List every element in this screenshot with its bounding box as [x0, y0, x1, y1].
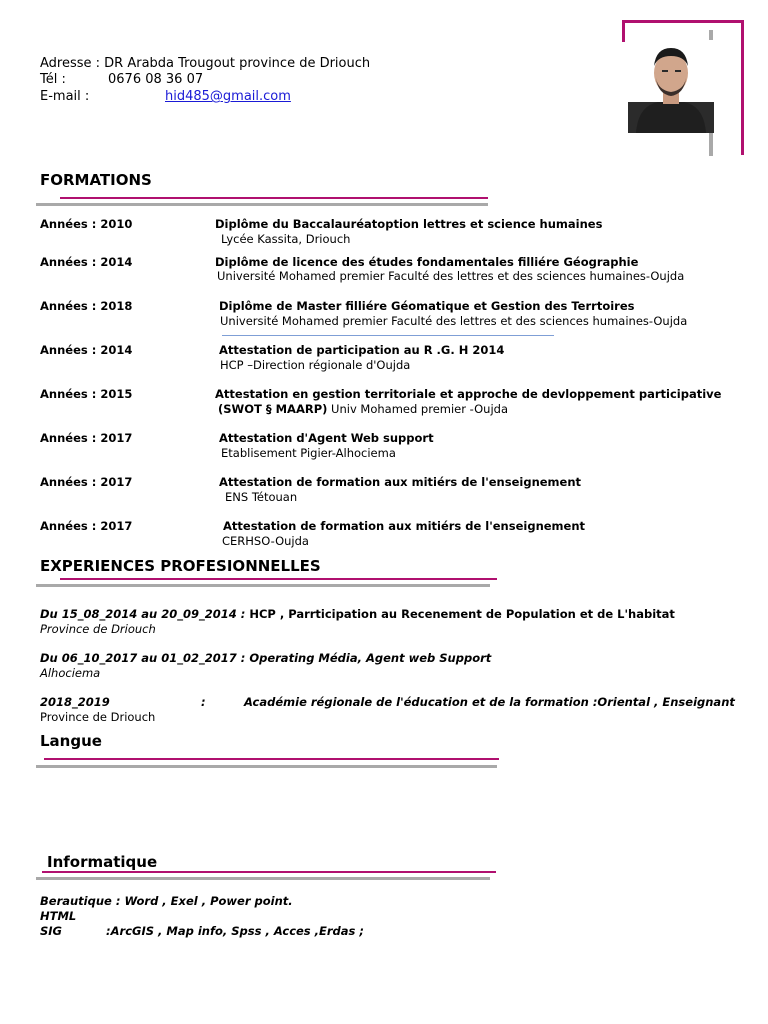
phone-value: 0676 08 36 07: [108, 72, 204, 87]
experience-period: Du 15_08_2014 au 20_09_2014 :: [40, 607, 246, 621]
formation-year: Années : 2018: [40, 299, 133, 313]
experience-place: Alhociema: [40, 666, 101, 680]
section-title-informatique: Informatique: [47, 853, 158, 871]
experience-period: 2018_2019: [40, 695, 110, 709]
formation-institution: Etablisement Pigier-Alhociema: [221, 446, 396, 460]
formation-title: Attestation de formation aux mitiérs de l'enseignement: [223, 519, 586, 533]
formation-institution: [218, 402, 508, 416]
formation-institution-bold: (SWOT § MAARP): [218, 402, 328, 416]
formation-institution-rest: Univ Mohamed premier -Oujda: [327, 402, 508, 416]
person-photo: [628, 40, 714, 133]
experience-period: Du 06_10_2017 au 01_02_2017 :: [40, 651, 246, 665]
divider: [222, 335, 554, 336]
section-title-experiences: EXPERIENCES PROFESIONNELLES: [40, 557, 321, 575]
skill-line: Berautique : Word , Exel , Power point.: [40, 894, 293, 908]
section-rule: [36, 203, 488, 206]
email-label: E-mail :: [40, 89, 90, 104]
experience-colon: :: [201, 695, 206, 709]
experience-line: [40, 651, 491, 665]
email-link[interactable]: [115, 88, 291, 105]
formation-year: Années : 2015: [40, 387, 133, 401]
formation-institution: Université Mohamed premier Faculté des lettres et des sciences humaines-Oujda: [217, 269, 685, 283]
formation-institution: CERHSO-Oujda: [222, 534, 309, 548]
section-rule-accent: [60, 197, 488, 199]
experience-place: Province de Driouch: [40, 622, 156, 636]
email-value: hid485@gmail.com: [165, 89, 291, 104]
section-title-formations: FORMATIONS: [40, 171, 152, 189]
skill-line: SIG :ArcGIS , Map info, Spss , Acces ,Erdas ;: [40, 924, 364, 938]
formation-institution: HCP –Direction régionale d'Oujda: [220, 358, 411, 372]
section-rule: [36, 765, 497, 768]
section-rule: [36, 584, 490, 587]
address-line: [40, 55, 370, 72]
section-rule-accent: [60, 578, 497, 580]
section-rule-accent: [44, 758, 499, 760]
email-line: [40, 88, 291, 105]
formation-title: Attestation de participation au R .G. H 2014: [219, 343, 505, 357]
photo-frame-left: [622, 20, 625, 42]
photo-frame-right: [741, 20, 744, 155]
section-rule-accent: [42, 871, 496, 873]
formation-title: Diplôme du Baccalauréatoption lettres et science humaines: [215, 217, 603, 231]
formation-year: Années : 2014: [40, 343, 133, 357]
formation-year: Années : 2017: [40, 431, 133, 445]
address-label: Adresse :: [40, 56, 101, 71]
formation-year: Années : 2014: [40, 255, 133, 269]
formation-year: Années : 2017: [40, 475, 133, 489]
section-rule: [36, 877, 490, 880]
experience-place: Province de Driouch: [40, 710, 156, 724]
phone-label: Tél :: [40, 72, 66, 87]
section-title-langue: Langue: [40, 732, 102, 750]
formation-title: Attestation en gestion territoriale et approche de devloppement participative: [215, 387, 722, 401]
phone-line: [40, 71, 204, 88]
formation-institution: Université Mohamed premier Faculté des lettres et des sciences humaines-Oujda: [220, 314, 688, 328]
skill-line: HTML: [40, 909, 77, 923]
person-photo-icon: [628, 40, 714, 133]
formation-title: Attestation de formation aux mitiérs de l'enseignement: [219, 475, 582, 489]
experience-desc: HCP , Parrticipation au Recenement de Population et de L'habitat: [245, 607, 675, 621]
photo-frame-top: [622, 20, 744, 23]
formation-year: Années : 2017: [40, 519, 133, 533]
experience-desc: Operating Média, Agent web Support: [245, 651, 492, 665]
formation-title: Diplôme de licence des études fondamentales filliére Géographie: [215, 255, 639, 269]
formation-title: Diplôme de Master filliére Géomatique et Gestion des Terrtoires: [219, 299, 635, 313]
experience-desc: Académie régionale de l'éducation et de la formation :Oriental , Enseignant: [244, 695, 735, 709]
formation-title: Attestation d'Agent Web support: [219, 431, 434, 445]
address-value: DR Arabda Trougout province de Driouch: [104, 56, 371, 71]
formation-institution: ENS Tétouan: [225, 490, 298, 504]
formation-year: Années : 2010: [40, 217, 133, 231]
formation-institution: Lycée Kassita, Driouch: [221, 232, 351, 246]
experience-line: [40, 607, 675, 621]
